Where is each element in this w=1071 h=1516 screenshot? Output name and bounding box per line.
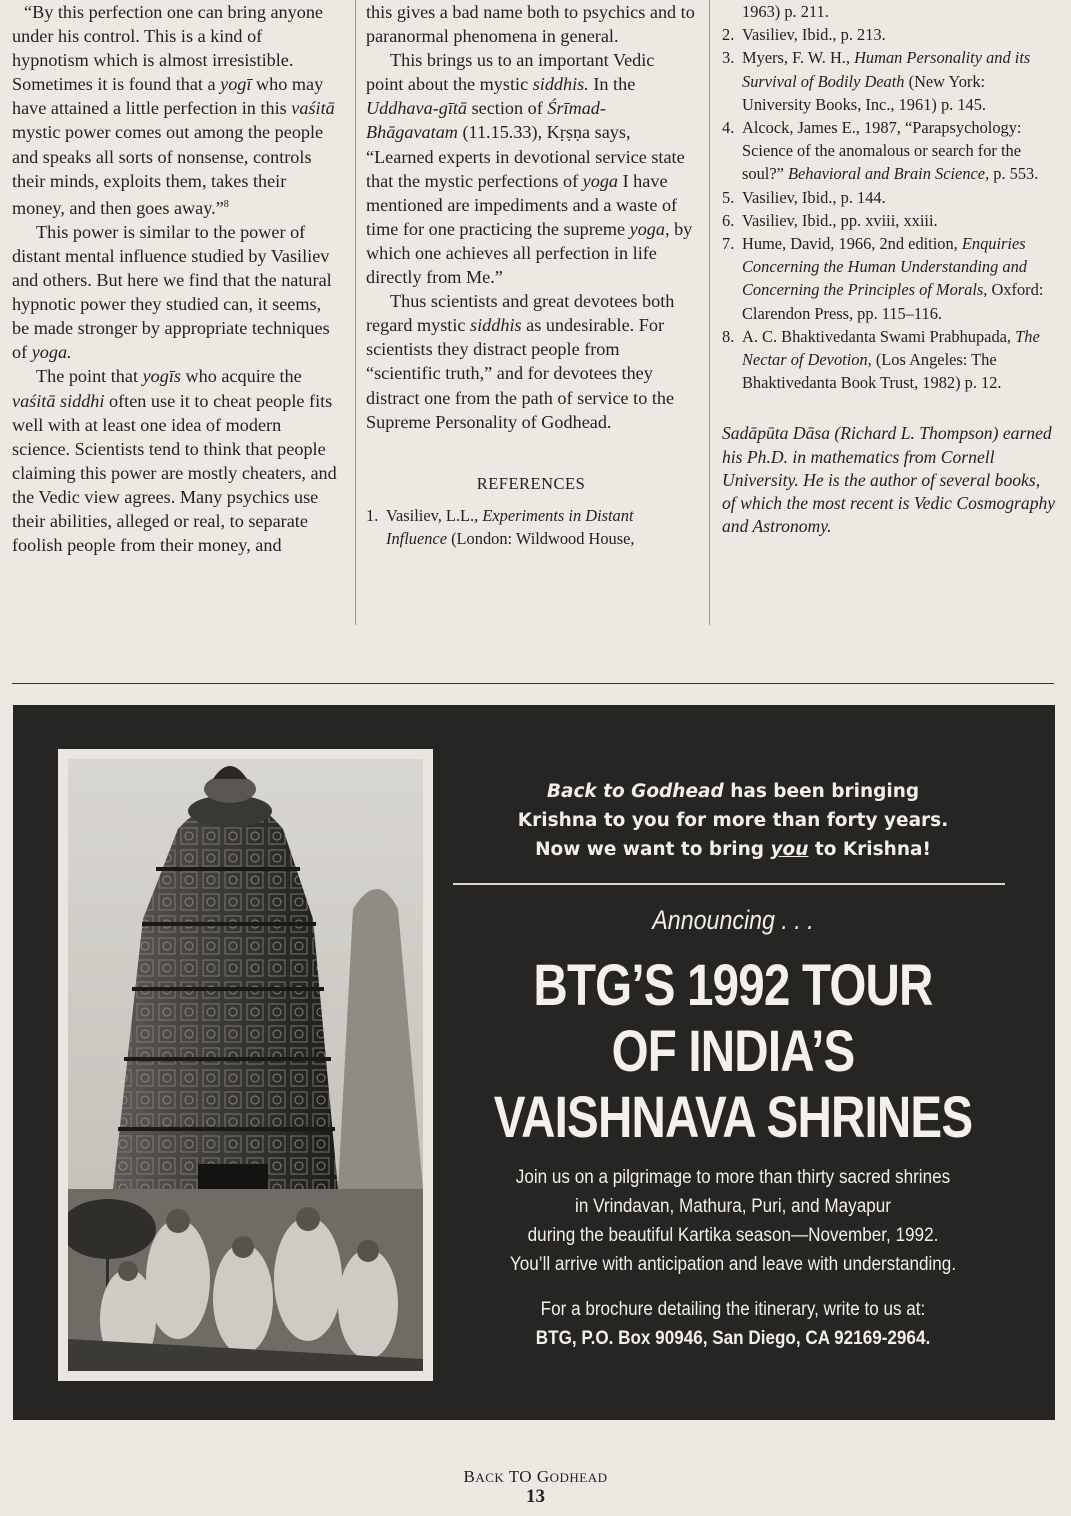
ad-tagline: Back to Godhead has been bringing Krishna to you for more than forty years. Now we want to bring you to Krishna! [517,781,949,860]
ad-body: Join us on a pilgrimage to more than thirty sacred shrines in Vrindavan, Mathura, Puri, and Mayapur during the beautiful Kartika season—November, 1992. You’ll arrive with anticipation and leave with understanding. [509,1167,957,1275]
section-divider [12,683,1054,684]
reference-item: 7. Hume, David, 1966, 2nd edition, Enquiries Concerning the Human Understanding and Concerning the Principles of Morals, Oxford: Clarendon Press, pp. 115–116. [722,234,1044,323]
author-bio: Sadāpūta Dāsa (Richard L. Thompson) earned his Ph.D. in mathematics from Cornell University. He is the author of several books, of which the most recent is Vedic Cosmography and Astronomy. [722,423,1056,537]
reference-item: 8. A. C. Bhaktivedanta Swami Prabhupada, The Nectar of Devotion, (Los Angeles: The Bhaktivedanta Book Trust, 1982) p. 12. [722,326,1040,393]
tour-advertisement [13,705,1055,1420]
page-footer [0,1467,1071,1507]
paragraph: “By this perfection one can bring anyone under his control. This is a kind of hypnotism which is almost irresistible. Sometimes it is found that a yogī who may have attained a little perfection in this vaśitā mystic power comes out among the people and speaks all sorts of nonsense, controls their minds, exploits them, takes their money, and then goes away.”$^8$ [12,2,335,218]
reference-item: 1. Vasiliev, L.L., Experiments in Distant Influence (London: Wildwood House, [366,505,635,548]
article-column-1 [12,0,342,557]
paragraph: This power is similar to the power of distant mental influence studied by Vasiliev and others. But here we find that the natural hypnotic power they studied can, it seems, be made stronger by appropriate techniques of yoga. [12,221,332,363]
references-heading: REFERENCES [476,473,586,493]
reference-item: 4. Alcock, James E., 1987, “Parapsychology: Science of the anomalous or search for the soul?” Behavioral and Brain Science, p. 553. [722,118,1039,184]
article-column-3 [722,0,1058,538]
ad-divider [453,883,1005,885]
paragraph: The point that yogīs who acquire the vaśitā siddhi often use it to cheat people fits well with at least one idea of modern science. Scientists tend to think that people claiming this power are mostly cheaters, and the Vedic view agrees. Many psychics use their abilities, alleged or real, to separate foolish people from their money, and [12,366,337,556]
announcing-text: Announcing . . . [652,905,814,935]
footnote-marker: 8 [223,198,229,210]
reference-item: 3. Myers, F. W. H., Human Personality and its Survival of Bodily Death (New York: University Books, Inc., 1961) p. 145. [722,48,1031,114]
mailing-address: BTG, P.O. Box 90946, San Diego, CA 92169-2964. [535,1328,931,1349]
paragraph: This brings us to an important Vedic point about the mystic siddhis. In the Uddhava-gītā section of Śrīmad-Bhāgavatam (11.15.33), Kṛṣṇa says, “Learned experts in devotional service state that the mystic perfections of yoga I have mentioned are impediments and a waste of time for one practicing the supreme yoga, by which one achieves all perfection in life directly from Me.” [366,50,693,288]
magazine-title: BACK TO GODHEAD [463,1467,608,1486]
temple-photo [68,759,423,1371]
photo-frame [58,749,433,1381]
ad-headline: BTG’S 1992 TOUR OF INDIA’S VAISHNAVA SHRINES [493,953,973,1150]
reference-list [722,23,1058,394]
reference-continuation: 1963) p. 211. [742,2,829,21]
paragraph: this gives a bad name both to psychics and to paranormal phenomena in general. [366,2,695,47]
page-number: 13 [526,1486,545,1507]
reference-item: 2. Vasiliev, Ibid., p. 213. [722,25,886,45]
column-divider [709,0,710,625]
article-column-2 [366,0,696,550]
paragraph: Thus scientists and great devotees both regard mystic siddhis as undesirable. For scientists they distract people from “scientific truth,” and for devotees they distract one from the path of service to the Supreme Personality of Godhead. [366,291,675,432]
column-divider [355,0,356,625]
ad-contact: For a brochure detailing the itinerary, write to us at: BTG, P.O. Box 90946, San Diego, CA 92169-2964. [453,1295,1013,1353]
reference-item: 6. Vasiliev, Ibid., pp. xviii, xxiii. [722,210,938,230]
magazine-name: Back to Godhead [546,781,724,802]
reference-item: 5. Vasiliev, Ibid., p. 144. [722,187,886,207]
